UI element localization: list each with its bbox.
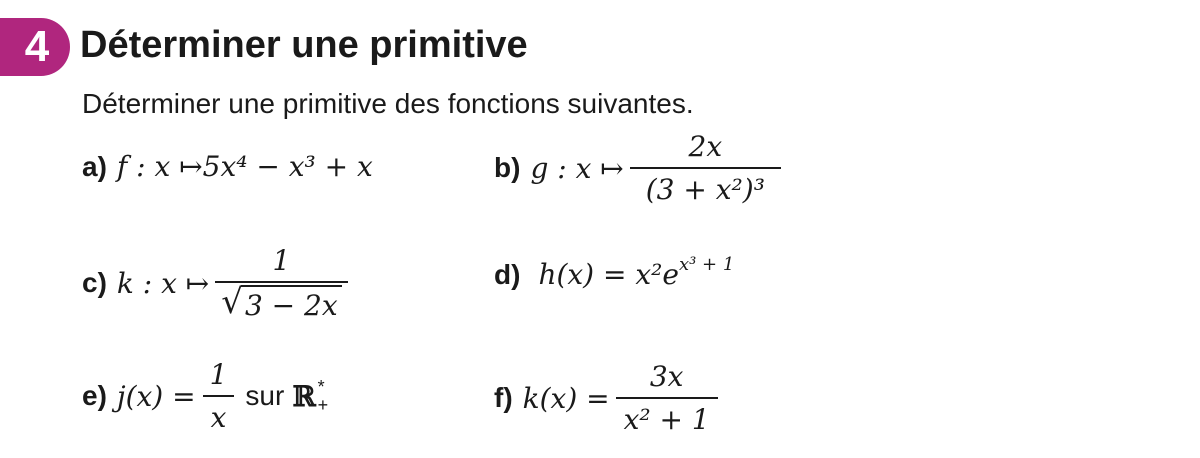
- item-a-name: f : x ↦: [116, 150, 203, 183]
- item-d-label: d): [494, 258, 521, 290]
- item-e-lhs: j(x) =: [116, 379, 196, 413]
- item-f-label: f): [494, 382, 513, 413]
- item-f-lhs: k(x) =: [522, 381, 610, 415]
- item-d: [494, 254, 735, 291]
- item-d-lhs: h(x) = x²e: [538, 258, 679, 291]
- sqrt-sign-icon: √: [221, 282, 243, 322]
- item-c-sqrt-body: 3 − 2x: [241, 285, 342, 322]
- item-e-set-sub: +: [317, 395, 329, 415]
- item-e-set: ℝ: [292, 379, 316, 413]
- item-e-denominator: x: [203, 395, 235, 434]
- item-f-numerator: 3x: [649, 360, 684, 393]
- item-e-numerator: 1: [209, 358, 228, 391]
- item-f-fraction: [616, 360, 718, 436]
- item-f: [494, 360, 724, 436]
- item-e-label: e): [82, 380, 107, 411]
- item-d-exponent: x³ + 1: [678, 254, 735, 275]
- item-b-name: g : x ↦: [530, 151, 624, 185]
- item-c-numerator: 1: [272, 244, 291, 277]
- item-b-denominator: (3 + x²)³: [630, 167, 781, 206]
- item-c-name: k : x ↦: [116, 266, 210, 300]
- item-a-expr: 5x⁴ − x³ + x: [202, 150, 373, 183]
- item-a-label: a): [82, 150, 107, 182]
- item-e-set-scripts: [318, 378, 329, 414]
- exercise-title: Déterminer une primitive: [80, 24, 528, 66]
- item-b-fraction: [630, 130, 781, 206]
- exercise-instruction: Déterminer une primitive des fonctions suivantes.: [82, 88, 694, 119]
- item-e-set-sup: *: [317, 377, 325, 397]
- item-e-sur: sur: [245, 380, 285, 411]
- item-e-fraction: [202, 358, 236, 434]
- exercise-number: 4: [24, 22, 50, 71]
- item-b-label: b): [494, 152, 521, 183]
- item-c-sqrt: [221, 282, 341, 322]
- item-f-denominator: x² + 1: [616, 397, 718, 436]
- item-b-numerator: 2x: [688, 130, 723, 163]
- item-c: [82, 244, 354, 322]
- item-c-denominator: [215, 281, 347, 322]
- item-c-label: c): [82, 267, 107, 298]
- exercise-number-badge: [0, 18, 70, 76]
- item-e: [82, 358, 328, 434]
- item-b: [494, 130, 787, 206]
- item-a: [82, 150, 373, 183]
- item-c-fraction: [215, 244, 347, 322]
